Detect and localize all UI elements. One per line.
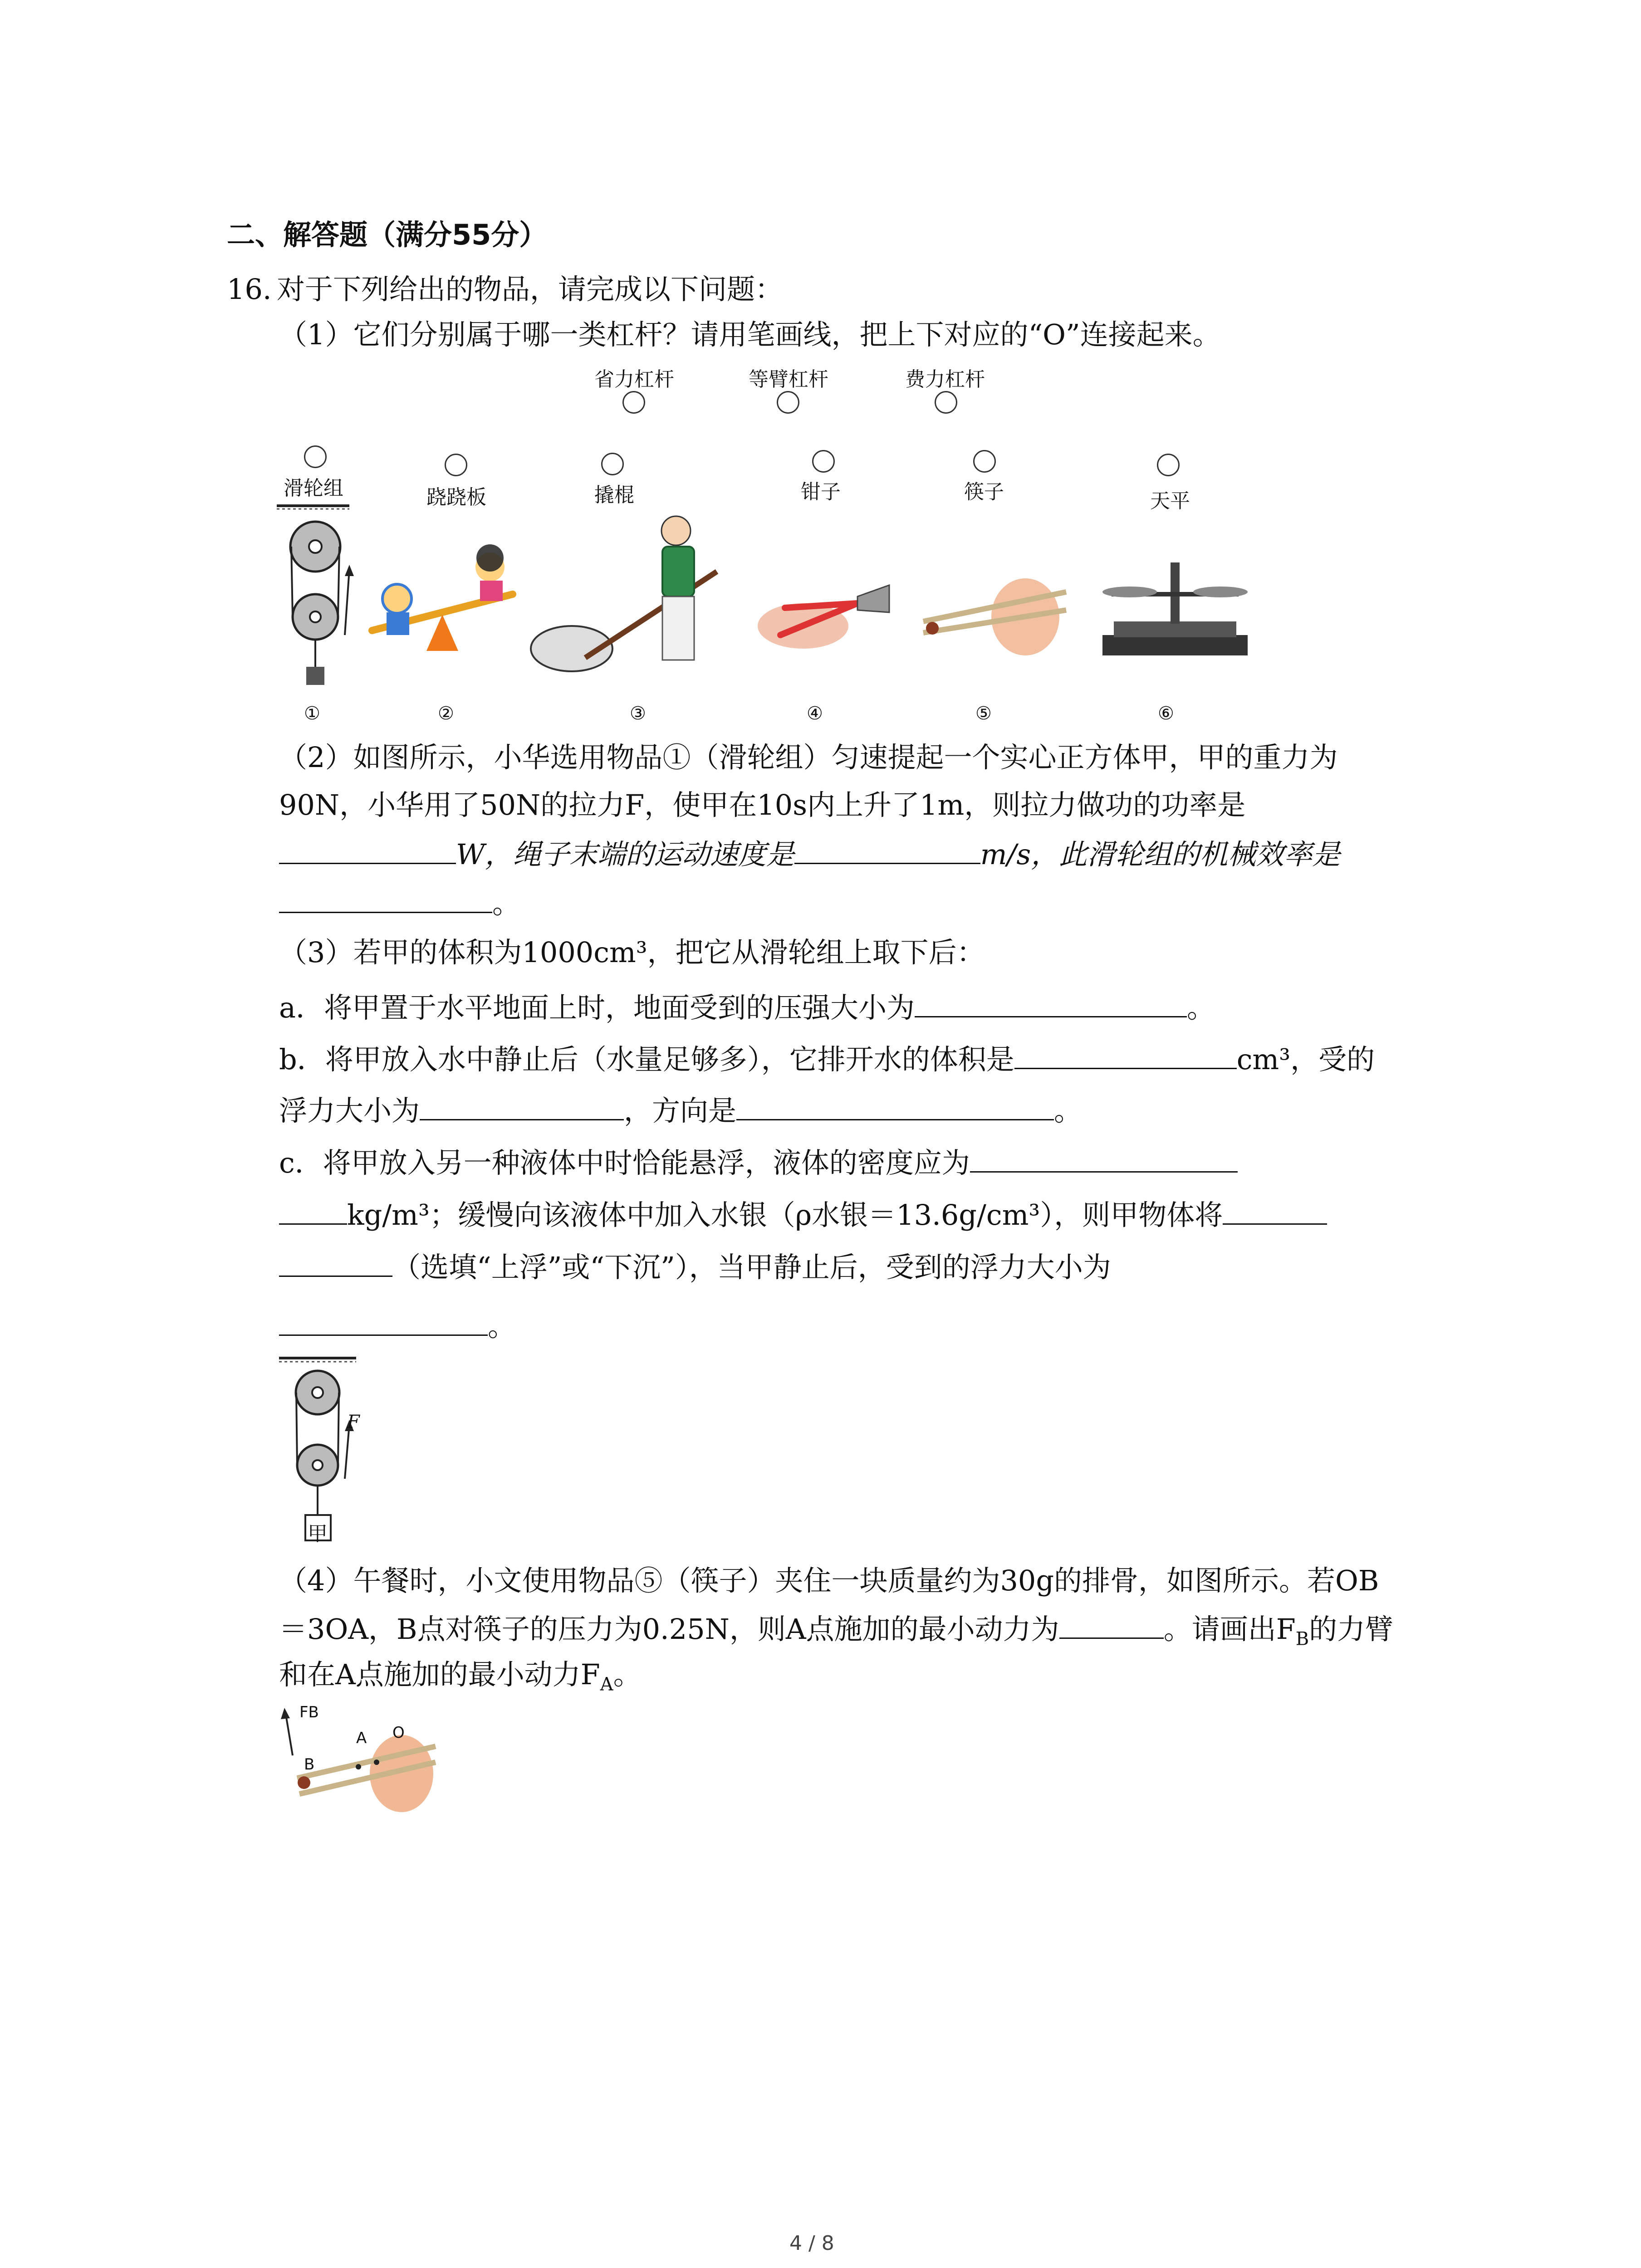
point-o-label: O xyxy=(392,1724,405,1742)
question-number: 16. xyxy=(227,273,272,306)
lever-type-label: 费力杠杆 xyxy=(905,368,985,391)
answer-blank-efficiency[interactable] xyxy=(279,884,492,913)
part2-line3 xyxy=(279,835,1340,873)
item-label: 钳子 xyxy=(801,480,841,503)
chopsticks-illustration xyxy=(921,567,1066,667)
part3-c4 xyxy=(279,1306,516,1344)
seesaw-illustration xyxy=(363,540,526,658)
part4-text: ＝3OA，B点对筷子的压力为0.25N，则A点施加的最小动力为 xyxy=(279,1613,1059,1646)
part3-b2-text: 浮力大小为 xyxy=(279,1094,420,1127)
period: 。 xyxy=(492,887,521,920)
force-label: F xyxy=(347,1412,360,1432)
answer-blank-motion-cont[interactable] xyxy=(279,1247,392,1277)
part3-b2 xyxy=(279,1091,1082,1129)
part3-c1 xyxy=(279,1143,1238,1181)
answer-blank-motion[interactable] xyxy=(1223,1195,1327,1225)
answer-blank-buoyancy[interactable] xyxy=(420,1091,624,1120)
item-number: ② xyxy=(438,703,454,724)
part3-b-unit: cm³，受的 xyxy=(1236,1043,1375,1076)
answer-blank-min-force[interactable] xyxy=(1059,1609,1164,1639)
part4-line2 xyxy=(279,1609,1393,1657)
answer-blank-direction[interactable] xyxy=(736,1091,1054,1120)
answer-blank-volume[interactable] xyxy=(1014,1040,1237,1069)
connect-circle[interactable] xyxy=(601,453,624,475)
part4-text: 和在A点施加的最小动力F xyxy=(279,1658,600,1691)
answer-blank-final-buoyancy[interactable] xyxy=(279,1306,488,1336)
chopsticks-force-figure xyxy=(279,1706,442,1823)
pliers-illustration xyxy=(753,558,903,662)
answer-blank-density-cont[interactable] xyxy=(279,1195,347,1225)
lever-type-label: 等臂杠杆 xyxy=(749,368,828,391)
connect-circle[interactable] xyxy=(777,391,799,414)
period: 。 xyxy=(1186,991,1215,1024)
item-number: ③ xyxy=(630,703,646,724)
item-number: ④ xyxy=(807,703,823,724)
item-number: ⑤ xyxy=(975,703,992,724)
section-title: 二、解答题（满分55分） xyxy=(227,218,548,251)
connect-circle[interactable] xyxy=(812,450,835,473)
answer-blank-speed[interactable] xyxy=(794,835,980,864)
item-label: 撬棍 xyxy=(594,484,634,507)
part3-b2-text: ，方向是 xyxy=(624,1094,737,1127)
part4-line3 xyxy=(279,1657,642,1702)
part1-prompt: （1）它们分别属于哪一类杠杆？请用笔画线，把上下对应的“O”连接起来。 xyxy=(279,318,1221,351)
part4-text: 。请画出F xyxy=(1163,1613,1296,1646)
part3-b-text: b．将甲放入水中静止后（水量足够多），它排开水的体积是 xyxy=(279,1043,1014,1076)
part3-c3 xyxy=(279,1247,1111,1286)
connect-circle[interactable] xyxy=(935,391,957,414)
subscript: B xyxy=(1295,1628,1309,1650)
pulley-illustration xyxy=(272,503,363,699)
answer-blank-density[interactable] xyxy=(970,1143,1238,1173)
point-a-label: A xyxy=(356,1729,367,1747)
part3-c3-text: （选填“上浮”或“下沉”），当甲静止后，受到的浮力大小为 xyxy=(392,1251,1111,1284)
item-label: 跷跷板 xyxy=(426,486,486,509)
point-b-label: B xyxy=(304,1755,315,1774)
fb-label: FB xyxy=(299,1703,319,1721)
item-number: ① xyxy=(304,703,320,724)
question-stem: 对于下列给出的物品，请完成以下问题： xyxy=(277,273,784,306)
lever-type-label: 省力杠杆 xyxy=(594,368,674,391)
item-label: 筷子 xyxy=(964,480,1004,503)
period: 。 xyxy=(1054,1094,1083,1127)
subscript: A xyxy=(600,1674,613,1695)
period: 。 xyxy=(488,1310,516,1343)
part2-text: m/s，此滑轮组的机械效率是 xyxy=(980,838,1341,871)
part2-line4 xyxy=(279,884,520,922)
connect-circle[interactable] xyxy=(304,445,327,468)
item-number: ⑥ xyxy=(1158,703,1174,724)
item-label: 滑轮组 xyxy=(284,477,343,500)
part2-text: W，绳子末端的运动速度是 xyxy=(456,838,794,871)
balance-illustration xyxy=(1093,553,1257,662)
part4-text: 的力臂 xyxy=(1309,1613,1394,1646)
block-label: 甲 xyxy=(308,1522,328,1545)
part3-b1 xyxy=(279,1040,1375,1078)
pulley-block-figure xyxy=(279,1356,379,1551)
part3-c2-text: kg/m³；缓慢向该液体中加入水银（ρ水银＝13.6g/cm³），则甲物体将 xyxy=(347,1198,1223,1232)
answer-blank-power[interactable] xyxy=(279,835,456,864)
part3-c-text: c．将甲放入另一种液体中时恰能悬浮，液体的密度应为 xyxy=(279,1146,970,1179)
part2-line2: 90N，小华用了50N的拉力F，使甲在10s内上升了1m，则拉力做功的功率是 xyxy=(279,788,1246,821)
connect-circle[interactable] xyxy=(445,454,467,476)
crowbar-illustration xyxy=(526,503,735,676)
part4-line1: （4）午餐时，小文使用物品⑤（筷子）夹住一块质量约为30g的排骨，如图所示。若OB xyxy=(279,1564,1379,1597)
part3-a-text: a．将甲置于水平地面上时，地面受到的压强大小为 xyxy=(279,991,915,1024)
period: 。 xyxy=(613,1658,642,1691)
answer-blank-pressure[interactable] xyxy=(915,988,1187,1017)
part2-line1: （2）如图所示，小华选用物品①（滑轮组）匀速提起一个实心正方体甲，甲的重力为 xyxy=(279,741,1338,774)
part3-line1: （3）若甲的体积为1000cm³，把它从滑轮组上取下后： xyxy=(279,936,985,969)
connect-circle[interactable] xyxy=(622,391,645,414)
item-label: 天平 xyxy=(1150,489,1190,513)
page-number: 4 / 8 xyxy=(789,2232,834,2255)
connect-circle[interactable] xyxy=(973,450,996,473)
connect-circle[interactable] xyxy=(1157,454,1180,476)
part3-c2 xyxy=(279,1195,1327,1233)
part3-a xyxy=(279,988,1215,1026)
